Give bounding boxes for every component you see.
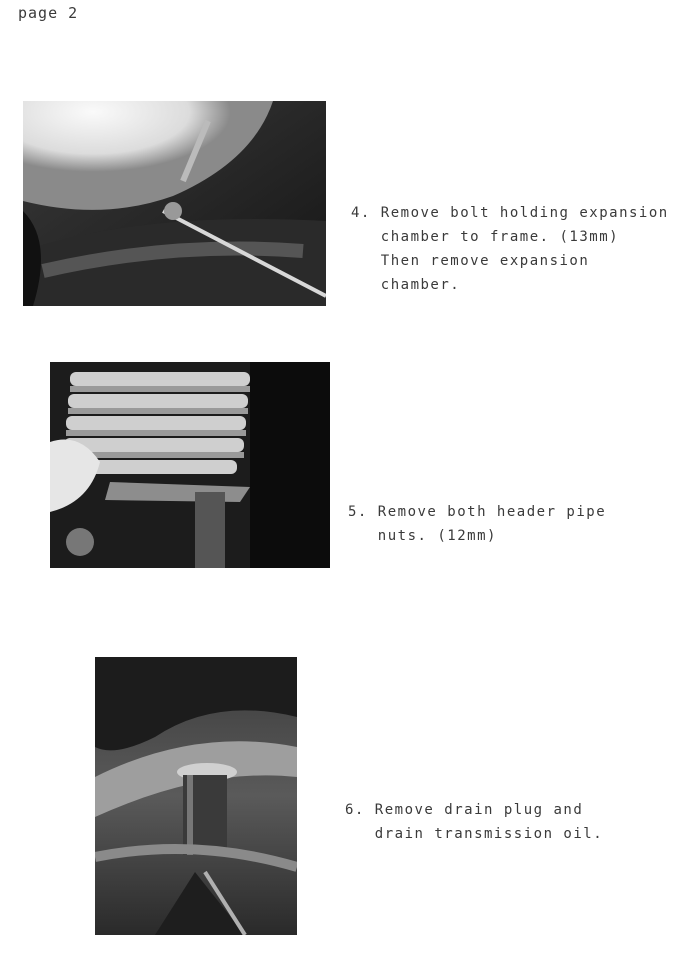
step-4-line-4: chamber. [351,277,461,293]
page-number: page 2 [18,4,79,22]
step-6-text [345,798,603,846]
step-6-line-1: 6. Remove drain plug and [345,802,584,818]
header-pipe-nuts-photo [50,362,330,568]
step-4-line-2: chamber to frame. (13mm) [351,229,620,245]
step-4-line-1: 4. Remove bolt holding expansion [351,205,669,221]
step-4-line-3: Then remove expansion [351,253,590,269]
step-5-line-2: nuts. (12mm) [348,528,497,544]
expansion-chamber-bolt-photo [23,101,326,306]
step-6-line-2: drain transmission oil. [345,826,604,842]
step-5-text [348,500,606,548]
drain-plug-photo [95,657,297,935]
step-4-text [351,201,669,297]
step-5-line-1: 5. Remove both header pipe [348,504,607,520]
